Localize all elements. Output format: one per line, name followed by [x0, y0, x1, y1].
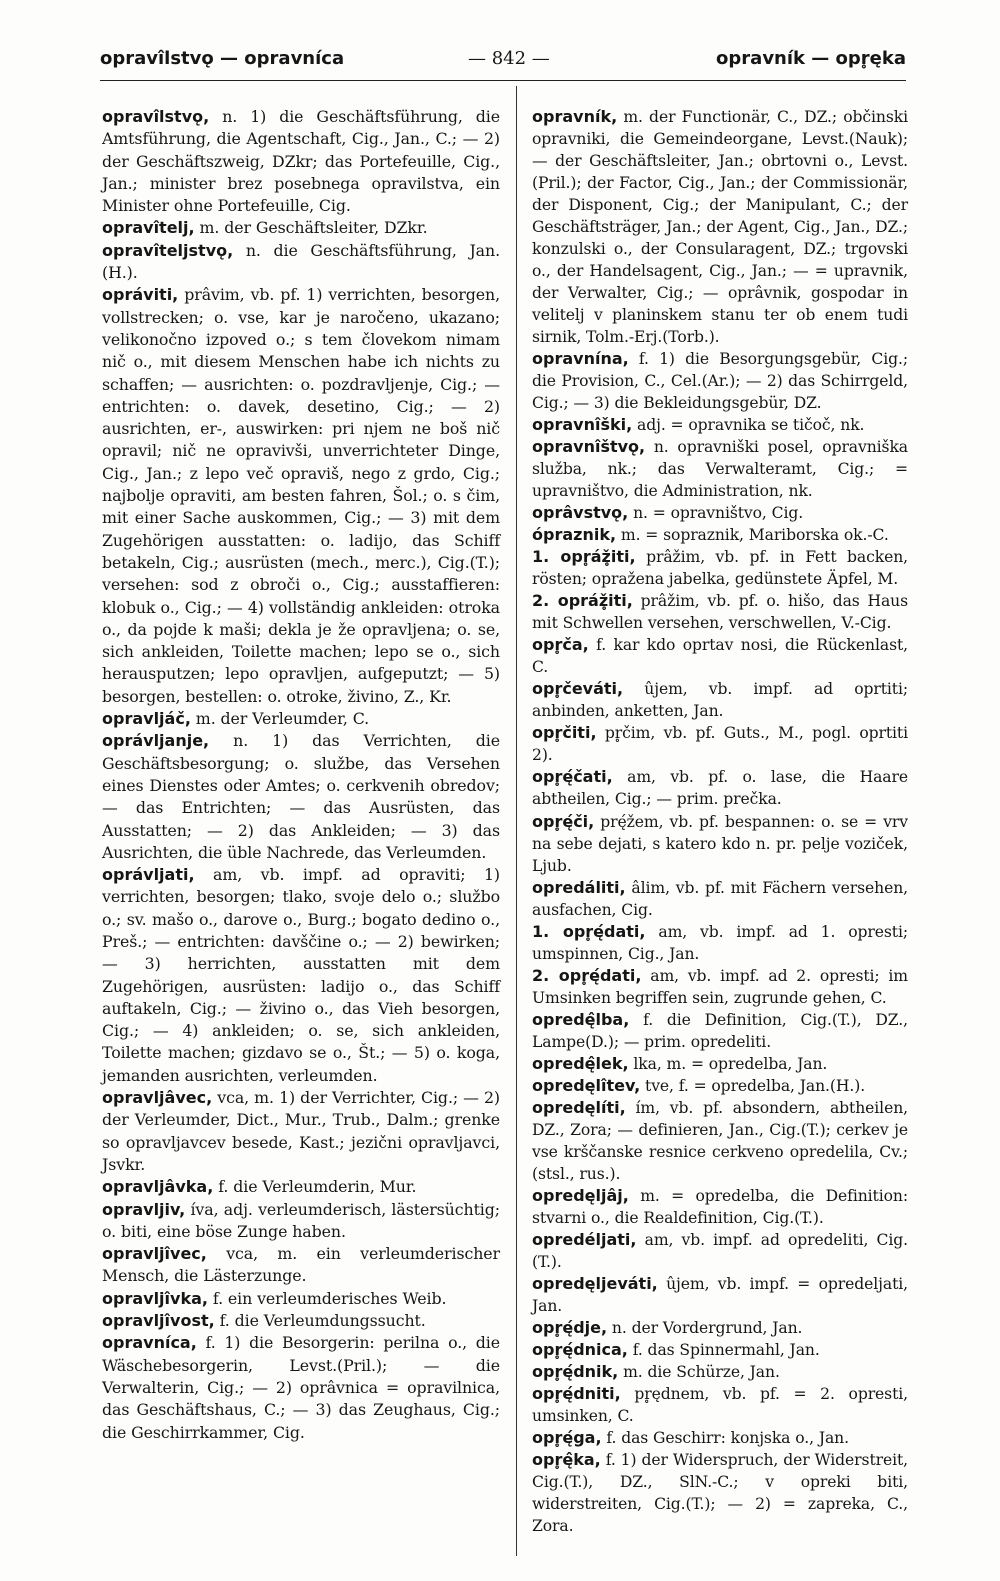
- header-right-guidewords: opravník — opr̥ęka: [716, 48, 906, 69]
- entry-definition: pr̥čim, vb. pf. Guts., M., pogl. oprtiti 2).: [532, 724, 908, 765]
- dictionary-entry: [532, 811, 908, 877]
- entry-headword: opr̥ę́ga,: [532, 1427, 602, 1447]
- entry-headword: opredęlíti,: [532, 1097, 626, 1117]
- entry-headword: opredéljati,: [532, 1229, 637, 1249]
- entry-headword: opr̥ę́dniti,: [532, 1383, 621, 1403]
- header-left-guidewords: opravîlstvǫ — opravníca: [100, 48, 345, 69]
- entry-headword: opravljiv,: [102, 1199, 186, 1219]
- entry-headword: opr̥ę́čati,: [532, 767, 613, 787]
- entry-headword: opr̥ę́či,: [532, 811, 595, 831]
- dictionary-entry: [532, 524, 908, 546]
- entry-definition: ûjem, vb. impf. ad oprtiti; anbinden, anketten, Jan.: [532, 680, 908, 721]
- dictionary-entry: [532, 1053, 908, 1075]
- entry-definition: tve, f. = opredelba, Jan.(H.).: [640, 1076, 866, 1095]
- dictionary-entry: [532, 546, 908, 590]
- entry-headword: opráviti,: [102, 285, 179, 305]
- dictionary-entry: [102, 1199, 500, 1244]
- entry-headword: opravîtelj,: [102, 218, 195, 238]
- dictionary-entry: [532, 1185, 908, 1229]
- entry-definition: m. = opredelba, die Definition: stvarni o., die Realdefinition, Cig.(T.).: [532, 1186, 908, 1227]
- entry-definition: prâvim, vb. pf. 1) verrichten, besorgen, vollstrecken; o. vse, kar je naročeno, ukazano; velikonočno izpoved o.; s tem človekom nimam nič o., mit diesem Menschen habe ich nichts zu schaffen; — ausrichten: o. pozdravljenje, Cig.; — entrichten: o. davek, desetino, Cig.; — 2) ausrichten, er-, auswirken: pri njem ne boš nič opravil; nič ne opravivši, unverrichteter Dinge, Cig., Jan.; z lepo več opraviš, nego z grdo, Cig.; najbolje opraviti, am besten fahren, Šol.; o. s čim, mit einer Sache auskommen, Cig.; — 3) mit dem Zugehörigen ausstatten: o. ladijo, das Schiff betakeln, Cig.; ausrüsten (mech., merc.), Cig.(T.); versehen: sod z obroči o., Cig.; ausstaffieren: klobuk o., Cig.; — 4) vollständig ankleiden: otroka o., da pojde k maši; dekla je že opravljena; o. se, sich ankleiden, Toilette machen; lepo se o., sich herausputzen; lepo opravljen, aufgeputzt; — 5) besorgen, bestellen: o. otroke, živino, Z., Kr.: [102, 285, 500, 706]
- entry-definition: n. 1) die Geschäftsführung, die Amtsführung, die Agentschaft, Cig., Jan., C.; — 2) der Geschäftszweig, DZkr; das Portefeuille, Cig., Jan.; minister brez posebnega opravilstva, ein Minister ohne Portefeuille, Cig.: [102, 107, 500, 216]
- dictionary-entry: [532, 1075, 908, 1097]
- entry-headword: 2. opráž̥iti,: [532, 591, 633, 611]
- dictionary-entry: [532, 965, 908, 1009]
- column-divider: [516, 86, 517, 1556]
- entry-headword: opredę̂lba,: [532, 1009, 630, 1029]
- dictionary-entry: [532, 877, 908, 921]
- dictionary-entry: [532, 1097, 908, 1185]
- dictionary-entry: [532, 348, 908, 414]
- entry-definition: f. 1) die Besorgerin: perilna o., die Wäschebesorgerin, Levst.(Pril.); — die Verwalterin, Cig.; — 2) oprâvnica = opravilnica, das Geschäftshaus, C.; — 3) das Zeughaus, Cig.; die Geschirrkammer, Cig.: [102, 1333, 500, 1442]
- header-rule: [100, 80, 906, 81]
- dictionary-entry: [532, 678, 908, 722]
- dictionary-entry: [532, 414, 908, 436]
- entry-headword: opr̥čeváti,: [532, 679, 624, 699]
- dictionary-entry: [532, 634, 908, 678]
- dictionary-entry: [532, 436, 908, 502]
- entry-headword: 1. opr̥ę́dati,: [532, 921, 646, 941]
- entry-headword: oprávljati,: [102, 865, 195, 885]
- entry-headword: oprávljanje,: [102, 731, 210, 751]
- entry-definition: am, vb. pf. o. lase, die Haare abtheilen, Cig.; — prim. prečka.: [532, 768, 908, 809]
- dictionary-entry: [102, 284, 500, 708]
- dictionary-entry: [532, 1273, 908, 1317]
- dictionary-entry: [102, 864, 500, 1087]
- entry-definition: f. die Definition, Cig.(T.), DZ., Lampe(D.); — prim. opredeliti.: [532, 1010, 908, 1051]
- entry-headword: oprâvstvǫ,: [532, 503, 629, 523]
- entry-definition: m. der Verleumder, C.: [190, 709, 370, 729]
- entry-definition: f. das Spinnermahl, Jan.: [627, 1340, 820, 1359]
- dictionary-entry: [102, 1176, 500, 1198]
- entry-definition: vca, m. 1) der Verrichter, Cig.; — 2) der Verleumder, Dict., Mur., Trub., Dalm.; grenke so opravljavcev besede, Kast.; jezični opravljavci, Jsvkr.: [102, 1088, 500, 1174]
- entry-definition: prę́žem, vb. pf. bespannen: o. se = vrv na sebe dejati, s katero kdo n. pr. pelje voziček, Ljub.: [532, 812, 908, 875]
- entry-definition: f. 1) die Besorgungsgebür, Cig.; die Provision, C., Cel.(Ar.); — 2) das Schirrgeld, Cig.; — 3) die Bekleidungsgebür, DZ.: [532, 350, 908, 413]
- dictionary-entry: [532, 1009, 908, 1053]
- entry-headword: opr̥ę́dnica,: [532, 1339, 628, 1359]
- entry-headword: opravljîvec,: [102, 1244, 207, 1264]
- entry-definition: m. die Schürze, Jan.: [618, 1362, 780, 1381]
- dictionary-entry: [532, 590, 908, 634]
- entry-headword: opredę̂lek,: [532, 1053, 629, 1073]
- entry-definition: am, vb. impf. ad opraviti; 1) verrichten, besorgen; tlako, svoje delo o.; službo o.; sv. mašo o., darove o., Burg.; bogato dedino o., Preš.; — entrichten: davščine o.; — 2) bewirken; — 3) herrichten, ausstatten mit dem Zugehörigen, ausrüsten: ladijo o., das Schiff auftakeln, Cig.; — živino o., das Vieh besorgen, Cig.; — 4) ankleiden; o. se, sich ankleiden, Toilette machen; gizdavo se o., Št.; — 5) o. koga, jemanden ausrichten, verleumden.: [102, 865, 500, 1085]
- dictionary-entry: [532, 921, 908, 965]
- entry-headword: opravnîštvǫ,: [532, 437, 646, 457]
- dictionary-entry: [532, 1383, 908, 1427]
- dictionary-entry: [102, 730, 500, 864]
- entry-definition: m. der Functionär, C., DZ.; občinski opravniki, die Gemeindeorgane, Levst.(Nauk); — der Geschäftsleiter, Jan.; obrtovni o., Levst.(Pril.); der Factor, Cig., Jan.; der Commissionär, der Disponent, Cig.; der Manipulant, C.; der Geschäftsträger, Jan.; der Agent, Cig., Jan., DZ.; konzulski o., der Consularagent, DZ.; trgovski o., der Handelsagent, Cig., Jan.; — = upravnik, der Verwalter, Cig.; — oprâvnik, gospodar in velitelj v planinskem stanu ter ob enem tudi sirnik, Tolm.-Erj.(Torb.).: [532, 108, 908, 347]
- entry-headword: opravîteljstvǫ,: [102, 240, 234, 260]
- entry-definition: pr̥ędnem, vb. pf. = 2. opresti, umsinken, C.: [532, 1384, 908, 1425]
- entry-definition: n. die Geschäftsführung, Jan.(H.).: [102, 240, 500, 283]
- entry-definition: ím, vb. pf. absondern, abtheilen, DZ., Zora; — definieren, Jan., Cig.(T.); cerkev je vse krščanske resnice cerkveno opredelila, Cv.; (stsl., rus.).: [532, 1098, 908, 1183]
- entry-definition: am, vb. impf. ad 2. opresti; im Umsinken begriffen sein, zugrunde gehen, C.: [532, 966, 908, 1007]
- entry-headword: opravîlstvǫ,: [102, 107, 210, 126]
- entry-definition: m. = sopraznik, Mariborska ok.-C.: [616, 526, 889, 545]
- dictionary-entry: [532, 1229, 908, 1273]
- entry-definition: n. der Vordergrund, Jan.: [607, 1318, 803, 1337]
- entry-definition: n. 1) das Verrichten, die Geschäftsbesorgung; o. službe, das Versehen eines Dienstes oder Amtes; o. cerkvenih obredov; — das Entrichten; — das Ausrüsten, das Ausstatten; — 2) das Ankleiden; — 3) das Ausrichten, die üble Nachrede, das Verleumden.: [102, 731, 500, 862]
- entry-definition: íva, adj. verleumderisch, lästersüchtig; o. biti, eine böse Zunge haben.: [102, 1199, 500, 1241]
- dictionary-entry: [102, 240, 500, 285]
- entry-headword: 1. opr̥áž̥iti,: [532, 547, 636, 567]
- dictionary-entry: [102, 1243, 500, 1288]
- dictionary-entry: [532, 1339, 908, 1361]
- entry-headword: opr̥čiti,: [532, 723, 597, 743]
- entry-headword: opr̥ę̂ka,: [532, 1449, 601, 1469]
- dictionary-entry: [102, 1310, 500, 1332]
- running-head: [100, 34, 906, 74]
- entry-definition: prâžim, vb. pf. o. hišo, das Haus mit Schwellen versehen, verschwellen, V.-Cig.: [532, 592, 909, 633]
- entry-definition: f. die Verleumderin, Mur.: [213, 1177, 417, 1197]
- entry-headword: opr̥ča,: [532, 635, 589, 655]
- entry-definition: am, vb. impf. ad 1. opresti; umspinnen, Cig., Jan.: [532, 922, 909, 963]
- entry-headword: opr̥ę́dje,: [532, 1317, 608, 1337]
- entry-definition: n. opravniški posel, opravniška služba, nk.; das Verwalteramt, Cig.; = upravništvo, die Administration, nk.: [532, 438, 908, 501]
- entry-headword: opredęlîtev,: [532, 1075, 641, 1095]
- entry-headword: opravníca,: [102, 1333, 197, 1353]
- entry-headword: opravljâvec,: [102, 1088, 213, 1108]
- entry-headword: opravník,: [532, 107, 618, 126]
- entry-definition: prâžim, vb. pf. in Fett backen, rösten; opražena jabelka, gedünstete Äpfel, M.: [532, 548, 909, 589]
- dictionary-entry: [532, 1427, 908, 1449]
- dictionary-entry: [102, 106, 500, 217]
- page-number: — 842 —: [468, 48, 550, 69]
- entry-definition: vca, m. ein verleumderischer Mensch, die Lästerzunge.: [102, 1244, 500, 1286]
- dictionary-entry: [102, 708, 500, 730]
- entry-definition: f. die Verleumdungssucht.: [214, 1311, 426, 1331]
- dictionary-entry: [532, 502, 908, 524]
- dictionary-entry: [102, 1288, 500, 1310]
- dictionary-entry: [532, 766, 908, 810]
- entry-headword: opravljîvost,: [102, 1311, 215, 1331]
- dictionary-entry: [102, 1332, 500, 1443]
- entry-definition: lka, m. = opredelba, Jan.: [628, 1054, 828, 1073]
- entry-headword: opredęljeváti,: [532, 1273, 658, 1293]
- entry-headword: opravnîški,: [532, 415, 633, 435]
- dictionary-entry: [532, 722, 908, 766]
- entry-definition: am, vb. impf. ad opredeliti, Cig.(T.).: [532, 1230, 908, 1271]
- entry-headword: opravljâvka,: [102, 1177, 214, 1197]
- left-column: [102, 106, 500, 1444]
- entry-definition: m. der Geschäftsleiter, DZkr.: [194, 218, 428, 238]
- dictionary-entry: [532, 1449, 908, 1537]
- entry-headword: opravljîvka,: [102, 1288, 208, 1308]
- entry-headword: opredáliti,: [532, 877, 626, 897]
- entry-definition: âlim, vb. pf. mit Fächern versehen, ausfachen, Cig.: [532, 878, 908, 919]
- entry-headword: opr̥ę́dnik,: [532, 1361, 619, 1381]
- entry-definition: f. 1) der Widerspruch, der Widerstreit, Cig.(T.), DZ., SlN.-C.; v opreki biti, widerstreiten, Cig.(T.); — 2) = zapreka, C., Zora.: [532, 1450, 908, 1535]
- entry-headword: opredęljâj,: [532, 1185, 629, 1205]
- dictionary-entry: [532, 1317, 908, 1339]
- dictionary-entry: [102, 217, 500, 239]
- entry-definition: f. kar kdo oprtav nosi, die Rückenlast, C.: [532, 636, 908, 677]
- entry-headword: ópraznik,: [532, 525, 617, 545]
- entry-definition: n. = opravništvo, Cig.: [628, 504, 804, 523]
- entry-definition: f. das Geschirr: konjska o., Jan.: [601, 1428, 849, 1447]
- entry-headword: 2. opr̥ę́dati,: [532, 965, 642, 985]
- entry-definition: f. ein verleumderisches Weib.: [207, 1288, 447, 1308]
- entry-headword: opravnína,: [532, 349, 629, 369]
- right-column: [532, 106, 908, 1537]
- entry-definition: ûjem, vb. impf. = opredeljati, Jan.: [532, 1274, 908, 1315]
- entry-headword: opravljáč,: [102, 709, 191, 729]
- entry-definition: adj. = opravnika se tičoč, nk.: [632, 416, 865, 435]
- dictionary-entry: [532, 1361, 908, 1383]
- dictionary-entry: [532, 106, 908, 348]
- dictionary-entry: [102, 1087, 500, 1176]
